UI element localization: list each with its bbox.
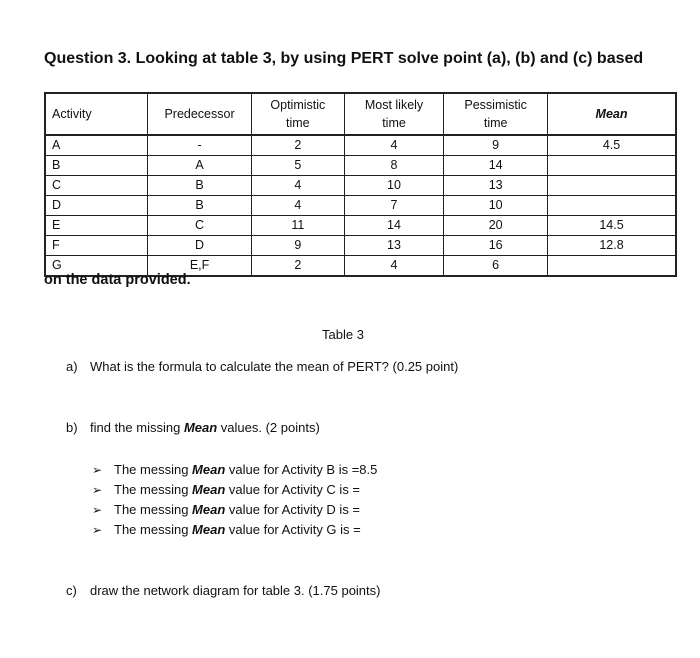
question-a-text: What is the formula to calculate the mean of PERT? (0.25 point) <box>90 359 459 374</box>
header-optimistic-line2: time <box>286 116 310 130</box>
cell-activity: A <box>45 135 148 156</box>
question-b-text-2: values. (2 points) <box>217 420 320 435</box>
table-row <box>45 156 676 176</box>
cell-predecessor: C <box>148 216 252 236</box>
bullet-post: value for Activity C is = <box>225 482 361 497</box>
cell-predecessor: - <box>148 135 252 156</box>
table-caption: Table 3 <box>322 327 364 342</box>
header-likely-line1: Most likely <box>364 98 424 112</box>
cell-most-likely: 7 <box>344 196 444 216</box>
cell-activity: B <box>45 156 148 176</box>
list-item <box>92 520 377 540</box>
question-c <box>66 583 380 598</box>
list-item <box>92 460 377 480</box>
cell-pessimistic: 14 <box>444 156 548 176</box>
arrow-bullet-icon: ➢ <box>92 523 103 537</box>
cell-most-likely: 14 <box>344 216 444 236</box>
cell-most-likely: 4 <box>344 135 444 156</box>
cell-mean: 14.5 <box>548 216 676 236</box>
cell-activity: D <box>45 196 148 216</box>
cell-mean <box>548 196 676 216</box>
title-continuation: on the data provided. <box>44 272 191 288</box>
cell-activity: E <box>45 216 148 236</box>
cell-optimistic: 4 <box>251 176 344 196</box>
header-optimistic-line1: Optimistic <box>270 98 326 112</box>
header-optimistic <box>251 93 344 135</box>
bullet-post: value for Activity D is = <box>225 502 361 517</box>
bullet-bold: Mean <box>192 482 226 497</box>
cell-optimistic: 4 <box>251 196 344 216</box>
cell-predecessor: B <box>148 176 252 196</box>
table-row <box>45 135 676 156</box>
missing-mean-list <box>92 460 377 540</box>
cell-predecessor: D <box>148 236 252 256</box>
header-pessimistic-line2: time <box>483 116 508 130</box>
table-row <box>45 196 676 216</box>
question-c-label: c) <box>66 583 77 598</box>
header-likely-line2: time <box>382 116 406 130</box>
arrow-bullet-icon: ➢ <box>92 503 103 517</box>
cell-optimistic: 2 <box>251 256 344 277</box>
cell-most-likely: 8 <box>344 156 444 176</box>
table-header-row <box>45 93 676 135</box>
cell-pessimistic: 6 <box>444 256 548 277</box>
bullet-pre: The messing <box>114 502 193 517</box>
cell-activity: C <box>45 176 148 196</box>
cell-most-likely: 4 <box>344 256 444 277</box>
header-mean: Mean <box>548 93 676 135</box>
cell-activity: G <box>45 256 148 277</box>
question-a-label: a) <box>66 359 78 374</box>
question-b <box>66 420 320 435</box>
header-activity: Activity <box>45 93 148 135</box>
question-b-text-1: find the missing <box>90 420 184 435</box>
cell-mean <box>548 176 676 196</box>
header-most-likely <box>344 93 444 135</box>
cell-optimistic: 9 <box>251 236 344 256</box>
cell-optimistic: 5 <box>251 156 344 176</box>
cell-predecessor: B <box>148 196 252 216</box>
table-row <box>45 216 676 236</box>
cell-pessimistic: 13 <box>444 176 548 196</box>
bullet-bold: Mean <box>192 502 226 517</box>
question-a <box>66 359 458 374</box>
bullet-pre: The messing <box>114 482 193 497</box>
cell-mean <box>548 256 676 277</box>
table-row <box>45 176 676 196</box>
bullet-pre: The messing <box>114 522 193 537</box>
cell-pessimistic: 20 <box>444 216 548 236</box>
cell-predecessor: A <box>148 156 252 176</box>
question-b-label: b) <box>66 420 78 435</box>
bullet-pre: The messing <box>114 462 193 477</box>
header-pessimistic-line1: Pessimistic <box>464 98 527 112</box>
table-row <box>45 236 676 256</box>
pert-table <box>44 92 677 277</box>
arrow-bullet-icon: ➢ <box>92 463 103 477</box>
header-predecessor: Predecessor <box>148 93 252 135</box>
question-c-text: draw the network diagram for table 3. (1.75 points) <box>90 583 381 598</box>
cell-mean: 12.8 <box>548 236 676 256</box>
cell-pessimistic: 9 <box>444 135 548 156</box>
cell-pessimistic: 10 <box>444 196 548 216</box>
list-item <box>92 500 377 520</box>
cell-most-likely: 13 <box>344 236 444 256</box>
question-b-text-bold: Mean <box>183 420 218 435</box>
bullet-bold: Mean <box>192 462 226 477</box>
arrow-bullet-icon: ➢ <box>92 483 103 497</box>
cell-activity: F <box>45 236 148 256</box>
cell-pessimistic: 16 <box>444 236 548 256</box>
cell-optimistic: 2 <box>251 135 344 156</box>
cell-mean: 4.5 <box>548 135 676 156</box>
header-pessimistic <box>444 93 548 135</box>
cell-optimistic: 11 <box>251 216 344 236</box>
bullet-post: value for Activity B is =8.5 <box>225 462 378 477</box>
bullet-post: value for Activity G is = <box>225 522 361 537</box>
list-item <box>92 480 377 500</box>
cell-most-likely: 10 <box>344 176 444 196</box>
question-title: Question 3. Looking at table 3, by using PERT solve point (a), (b) and (c) based <box>44 50 644 67</box>
cell-mean <box>548 156 676 176</box>
cell-predecessor: E,F <box>148 256 252 277</box>
bullet-bold: Mean <box>192 522 226 537</box>
